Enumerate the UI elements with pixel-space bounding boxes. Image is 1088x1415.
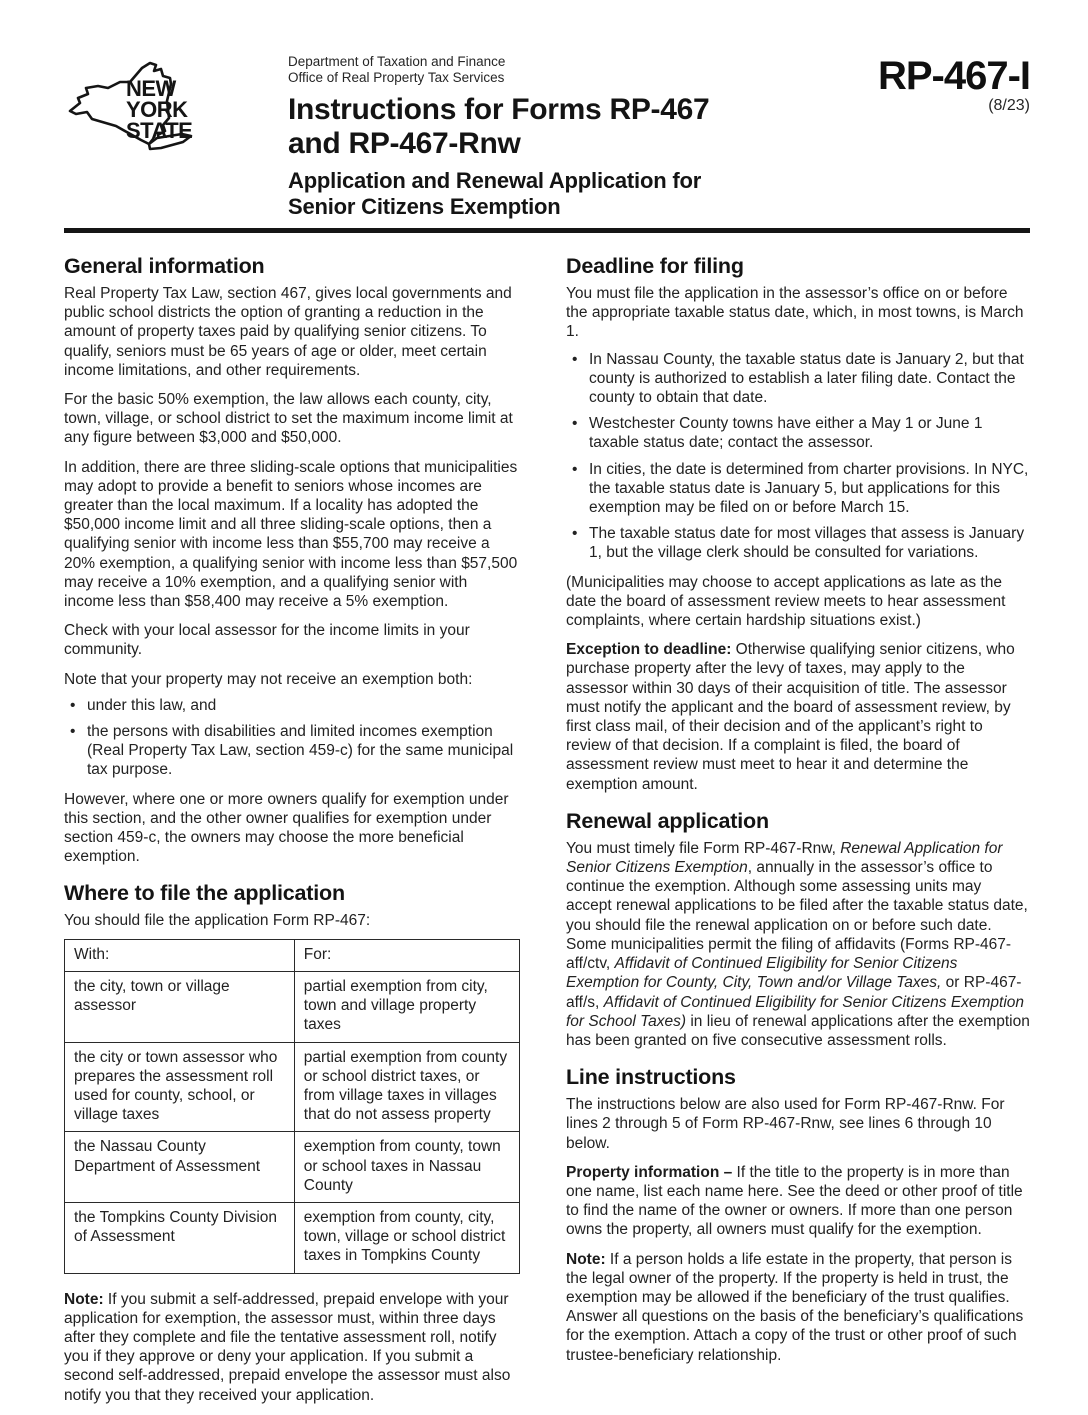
paragraph: Real Property Tax Law, section 467, gives local governments and public school districts the option of granting a reduction in the amount of property taxes paid by qualifying senior citizens. To qualify, seniors must be 65 years of age or older, meet certain income limitations, and other requirements. [64,285,512,379]
paragraph: For the basic 50% exemption, the law allows each county, city, town, village, or school district to set the maximum income limit at any figure between $3,000 and $50,000. [64,391,513,447]
section-heading-where-to-file: Where to file the application [64,881,345,906]
deadline-list [566,350,1030,563]
note-label: Note: [64,1290,104,1308]
form-title-italic: Affidavit of Continued Eligibility for Senior Citizens Exemption for School Taxes) [566,993,1025,1030]
table-cell: the Nassau County Department of Assessment [65,1132,295,1203]
property-information-paragraph [566,1163,1030,1240]
page-subtitle-line-2: Senior Citizens Exemption [288,194,561,219]
renewal-paragraph [566,839,1030,1050]
list-item: • Westchester County towns have either a May 1 or June 1 taxable status date; contact the assessor. [566,414,1030,452]
table-cell: partial exemption from city, town and village property taxes [294,971,519,1042]
form-revision-date: (8/23) [988,97,1030,114]
table-cell: the city, town or village assessor [65,971,295,1042]
renewal-text: or RP-467-aff/s, [566,974,1022,1011]
logo-text-york: YORK [126,97,188,122]
list-item: • In cities, the date is determined from charter provisions. In NYC, the taxable status date is January 5, but applications for this exemption may be filed on or before March 15. [566,460,1030,518]
page-title-line-1: Instructions for Forms RP-467 [288,93,710,126]
table-header-for: For: [294,939,519,971]
page-subtitle-line-1: Application and Renewal Application for [288,168,702,193]
paragraph: The instructions below are also used for Form RP-467-Rnw. For lines 2 through 5 of Form RP-467-Rnw, see lines 6 through 10 below. [566,1096,1005,1152]
property-information-label: Property information – [566,1163,733,1181]
section-heading-deadline: Deadline for filing [566,254,744,278]
table-header-row [65,939,520,971]
note-text: If you submit a self-addressed, prepaid envelope with your application for exemption, the assessor must, within three days after they complete and file the tentative assessment roll, notify you if they approve or deny your application. If you submit a second self-addressed, prepaid envelope the assessor must also notify you that they received your application. [64,1290,511,1404]
header-divider [64,228,1030,233]
exception-paragraph [566,640,1030,794]
table-cell: the Tompkins County Division of Assessment [65,1202,295,1273]
page-header [64,54,1030,220]
header-text-block [288,54,878,220]
form-id-block [878,54,1030,115]
department-line-1: Department of Taxation and Finance [288,54,506,69]
note-text: If a person holds a life estate in the property, that person is the legal owner of the property. If the property is held in trust, the exemption may be allowed if the beneficiary of the trust qualifies. Answer all questions on the basis of the beneficiary’s qualifications for the exemption. Attach a copy of the trust or other proof of such trustee-beneficiary relationship. [566,1250,1024,1364]
paragraph: In addition, there are three sliding-scale options that municipalities may adopt to provide a benefit to seniors whose incomes are greater than the local maximum. If a locality has adopted the $50,000 income limit and all three sliding-scale options, then a qualifying senior with income less than $55,700 may receive a 20% exemption, a qualifying senior with income less than $57,500 may receive a 10% exemption, and a qualifying senior with income less than $58,400 may receive a 5% exemption. [64,458,518,611]
paragraph: You must file the application in the assessor’s office on or before the appropriate taxable status date, which, in most towns, is March 1. [566,285,1024,341]
table-cell: exemption from county, town or school taxes in Nassau County [294,1132,519,1203]
section-heading-general-information: General information [64,254,265,278]
exception-label: Exception to deadline: [566,641,732,659]
content-columns [64,254,1030,1415]
table-header-with: With: [65,939,295,971]
note-paragraph [566,1250,1030,1365]
exception-text: Otherwise qualifying senior citizens, who purchase property after the levy of taxes, may apply to the assessor within 30 days of their acquisition of title. The assessor must notify the applicant and the board of assessment review, by first class mail, of their decision and of the applicant’s right to review of that decision. If a complaint is filed, the board of assessment review must meet to hear it and determine the exemption amount. [566,641,1015,793]
list-item: • In Nassau County, the taxable status date is January 2, but that county is authorized to establish a later filing date. Contact the county to obtain that date. [566,350,1030,408]
department-line-2: Office of Real Property Tax Services [288,70,505,85]
paragraph: Check with your local assessor for the income limits in your community. [64,622,470,659]
form-title-italic: Renewal Application for Senior Citizens Exemption [566,839,1003,877]
form-number: RP-467-I [877,54,1030,98]
right-column [566,254,1030,1415]
section-heading-renewal: Renewal application [566,808,769,833]
page-title-line-2: and RP-467-Rnw [288,127,521,160]
paragraph: Note that your property may not receive an exemption both: [64,670,473,688]
note-paragraph [64,1290,520,1405]
list-item: • under this law, and [64,696,520,715]
renewal-text: , annually in the assessor’s office to continue the exemption. Although some assessing units may accept renewal applications to be filed after the taxable status date, you should file the renewal application on or before such date. Some municipalities permit the filing of affidavits (Forms RP-467-aff/ctv, [566,859,1028,973]
exemption-both-list [64,696,520,780]
table-cell: partial exemption from county or school district taxes, or from village taxes in villages that do not assess property [294,1042,519,1132]
note-label: Note: [566,1250,606,1268]
ny-state-logo-icon [64,56,214,156]
list-item: • the persons with disabilities and limited incomes exemption (Real Property Tax Law, section 459-c) for the same municipal tax purpose. [64,722,520,780]
logo-text-new: NEW [126,76,176,101]
table-cell: exemption from county, city, town, village or school district taxes in Tompkins County [294,1202,519,1273]
table-row [65,1202,520,1273]
page-title [288,93,878,161]
left-column [64,254,520,1415]
list-item: • The taxable status date for most villages that assess is January 1, but the village clerk should be consulted for variations. [566,524,1030,562]
page-subtitle [288,168,878,220]
renewal-text: in lieu of renewal applications after the exemption has been granted on five consecutive assessment rolls. [566,1012,1030,1049]
paragraph: (Municipalities may choose to accept applications as late as the date the board of assessment review meets to hear assessment complaints, where certain hardship situations exist.) [566,573,1006,630]
renewal-text: You must timely file Form RP-467-Rnw, [566,839,841,857]
paragraph: You should file the application Form RP-467: [64,912,371,930]
property-information-text: If the title to the property is in more than one name, list each name here. See the deed or other proof of title to find the name of the owner or owners. If more than one person owns the property, all owners must qualify for the exemption. [566,1163,1023,1239]
form-title-italic: Affidavit of Continued Eligibility for Senior Citizens Exemption for County, City, Town and/or Village Taxes, [566,955,958,992]
table-row [65,1042,520,1132]
paragraph: However, where one or more owners qualify for exemption under this section, and the other owner qualifies for exemption under section 459-c, the owners may choose the more beneficial exemption. [64,790,509,866]
where-to-file-table [64,939,520,1274]
table-cell: the city or town assessor who prepares the assessment roll used for county, school, or village taxes [65,1042,295,1132]
table-row [65,1132,520,1203]
section-heading-line-instructions: Line instructions [566,1065,736,1090]
logo-text-state: STATE [126,118,193,143]
table-row [65,971,520,1042]
